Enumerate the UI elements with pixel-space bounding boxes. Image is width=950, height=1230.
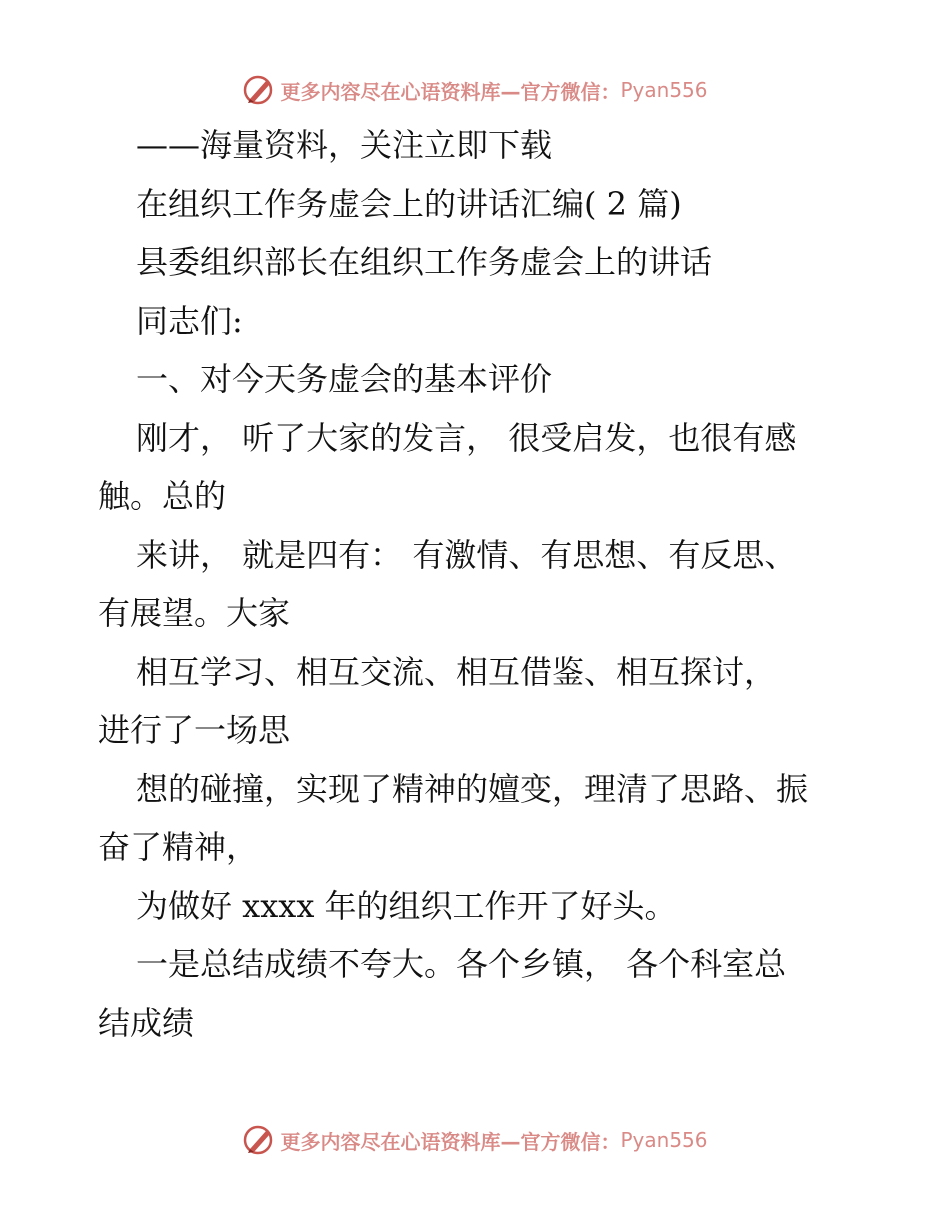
document-line: 触。总的 (98, 477, 227, 515)
document-line: 来讲， 就是四有： 有激情、有思想、有反思、 (136, 535, 797, 574)
document-line: 想的碰撞，实现了精神的嬗变，理清了思路、振 (136, 769, 809, 808)
banner-text: 更多内容尽在心语资料库—官方微信： (280, 79, 621, 104)
pen-logo-icon (242, 1123, 276, 1157)
document-line: 有展望。大家 (98, 594, 291, 632)
pen-logo-icon (242, 73, 276, 107)
document-line: ——海量资料，关注立即下载 (136, 126, 553, 164)
document-line: 刚才， 听了大家的发言， 很受启发，也很有感 (136, 418, 797, 457)
salutation: 同志们: (136, 301, 243, 340)
document-title: 在组织工作务虚会上的讲话汇编( 2 篇) (136, 184, 682, 223)
document-line: 奋了精神， (98, 828, 259, 866)
document-body (98, 116, 868, 1052)
banner-text: 更多内容尽在心语资料库—官方微信： (280, 1129, 621, 1154)
footer-banner (0, 1122, 950, 1158)
document-line: 结成绩 (98, 1003, 195, 1042)
document-line: 进行了一场思 (98, 711, 291, 749)
document-line: 相互学习、相互交流、相互借鉴、相互探讨， (136, 652, 777, 691)
header-banner (0, 72, 950, 108)
wechat-id: Pyan556 (620, 78, 708, 102)
document-line: 为做好 xxxx 年的组织工作开了好头。 (136, 886, 677, 925)
document-subtitle: 县委组织部长在组织工作务虚会上的讲话 (136, 243, 713, 281)
section-heading: 一、对今天务虚会的基本评价 (136, 360, 553, 398)
document-line: 一是总结成绩不夸大。各个乡镇， 各个科室总 (136, 945, 787, 983)
wechat-id: Pyan556 (620, 1128, 708, 1152)
